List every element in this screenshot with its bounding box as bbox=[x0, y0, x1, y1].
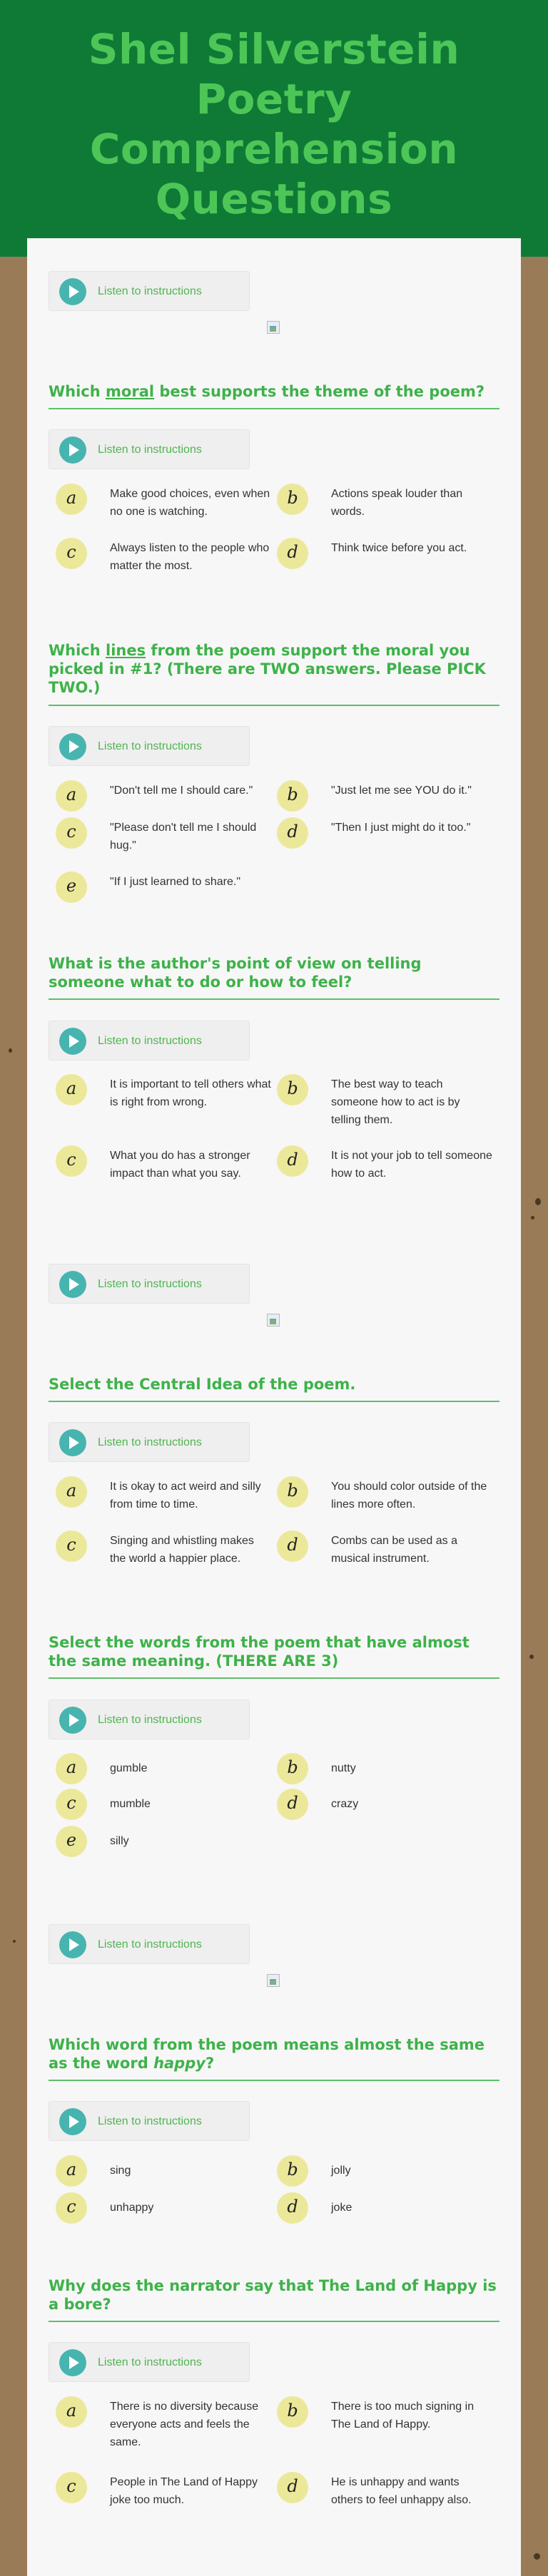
option-text: The best way to teach someone how to act is by telling them. bbox=[331, 1078, 460, 1126]
option-text: It is not your job to tell someone how to act. bbox=[331, 1150, 492, 1180]
question-divider bbox=[49, 998, 499, 1000]
question-divider bbox=[49, 408, 499, 409]
listen-button[interactable] bbox=[49, 2101, 250, 2141]
play-icon[interactable] bbox=[59, 2108, 86, 2135]
background-speck bbox=[9, 1048, 12, 1053]
option-letter-badge: a bbox=[56, 1074, 87, 1105]
option-text: There is no diversity because everyone acts and feels the same. bbox=[110, 2401, 259, 2448]
option-letter-badge: b bbox=[277, 1074, 308, 1105]
broken-image-icon bbox=[267, 321, 280, 334]
option-text: "Please don't tell me I should hug." bbox=[110, 822, 257, 852]
option-text: "If I just learned to share." bbox=[110, 876, 241, 888]
option-text: It is okay to act weird and silly from time to time. bbox=[110, 1481, 261, 1511]
play-icon[interactable] bbox=[59, 436, 86, 464]
background-speck bbox=[534, 2553, 540, 2560]
background-speck bbox=[535, 1198, 541, 1205]
option-text: jolly bbox=[331, 2164, 351, 2177]
option-text: silly bbox=[110, 1835, 129, 1847]
option-letter-badge: e bbox=[56, 872, 87, 903]
listen-label: Listen to instructions bbox=[98, 1436, 202, 1448]
play-icon[interactable] bbox=[59, 1429, 86, 1456]
question-divider bbox=[49, 1401, 499, 1402]
option-letter-badge: d bbox=[277, 817, 308, 849]
question-2-title: Which lines from the poem support the moral you picked in #1? (There are TWO answers. Please PICK TWO.) bbox=[49, 642, 486, 696]
option-text: "Then I just might do it too." bbox=[331, 822, 471, 834]
listen-label: Listen to instructions bbox=[98, 2115, 202, 2127]
option-letter-badge: c bbox=[56, 1789, 87, 1820]
option-letter-badge: b bbox=[277, 2155, 308, 2187]
listen-label: Listen to instructions bbox=[98, 444, 202, 456]
option-text: mumble bbox=[110, 1798, 151, 1810]
background-speck bbox=[529, 1655, 534, 1659]
listen-button[interactable] bbox=[49, 271, 250, 311]
listen-label: Listen to instructions bbox=[98, 1714, 202, 1726]
option-text: unhappy bbox=[110, 2202, 154, 2214]
option-letter-badge: c bbox=[56, 1145, 87, 1177]
play-icon[interactable] bbox=[59, 278, 86, 305]
listen-button[interactable] bbox=[49, 1264, 250, 1304]
option-text: gumble bbox=[110, 1762, 148, 1774]
option-letter-badge: b bbox=[277, 484, 308, 515]
option-text: Make good choices, even when no one is watching. bbox=[110, 488, 270, 518]
background-speck bbox=[13, 1940, 16, 1943]
option-letter-badge: d bbox=[277, 538, 308, 569]
option-letter-badge: e bbox=[56, 1826, 87, 1857]
question-divider bbox=[49, 2321, 499, 2322]
listen-button[interactable] bbox=[49, 2342, 250, 2382]
option-text: sing bbox=[110, 2164, 131, 2177]
option-text: "Don't tell me I should care." bbox=[110, 784, 253, 797]
question-4-title: Select the Central Idea of the poem. bbox=[49, 1376, 356, 1393]
option-text: It is important to tell others what is right from wrong. bbox=[110, 1078, 271, 1108]
header-banner bbox=[0, 0, 548, 257]
option-letter-badge: b bbox=[277, 1753, 308, 1784]
option-text: joke bbox=[331, 2202, 352, 2214]
option-letter-badge: a bbox=[56, 1753, 87, 1784]
question-3-title: What is the author's point of view on telling someone what to do or how to feel? bbox=[49, 955, 422, 991]
listen-button[interactable] bbox=[49, 1924, 250, 1964]
question-divider bbox=[49, 1677, 499, 1679]
play-icon[interactable] bbox=[59, 733, 86, 760]
listen-label: Listen to instructions bbox=[98, 2356, 202, 2368]
question-1-title: Which moral best supports the theme of the poem? bbox=[49, 383, 485, 400]
question-divider bbox=[49, 2080, 499, 2081]
option-letter-badge: b bbox=[277, 2396, 308, 2428]
option-letter-badge: d bbox=[277, 1145, 308, 1177]
option-letter-badge: b bbox=[277, 1476, 308, 1508]
listen-label: Listen to instructions bbox=[98, 1035, 202, 1047]
listen-button[interactable] bbox=[49, 1422, 250, 1462]
option-text: nutty bbox=[331, 1762, 356, 1774]
option-text: Combs can be used as a musical instrument. bbox=[331, 1535, 457, 1565]
question-divider bbox=[49, 705, 499, 706]
listen-button[interactable] bbox=[49, 1700, 250, 1739]
content-card bbox=[27, 238, 521, 2576]
play-icon[interactable] bbox=[59, 2349, 86, 2376]
option-text: What you do has a stronger impact than what you say. bbox=[110, 1150, 250, 1180]
listen-button[interactable] bbox=[49, 726, 250, 766]
option-text: Always listen to the people who matter the most. bbox=[110, 542, 270, 572]
option-text: People in The Land of Happy joke too much. bbox=[110, 2476, 258, 2506]
broken-image-icon bbox=[267, 1974, 280, 1987]
play-icon[interactable] bbox=[59, 1707, 86, 1734]
option-letter-badge: a bbox=[56, 2155, 87, 2187]
option-letter-badge: d bbox=[277, 2192, 308, 2224]
option-letter-badge: d bbox=[277, 2472, 308, 2503]
background-speck bbox=[531, 1216, 534, 1220]
option-letter-badge: b bbox=[277, 780, 308, 812]
listen-label: Listen to instructions bbox=[98, 740, 202, 752]
option-letter-badge: c bbox=[56, 2472, 87, 2503]
option-text: "Just let me see YOU do it." bbox=[331, 784, 472, 797]
listen-button[interactable] bbox=[49, 1021, 250, 1060]
option-text: He is unhappy and wants others to feel unhappy also. bbox=[331, 2476, 472, 2506]
option-text: Actions speak louder than words. bbox=[331, 488, 463, 518]
listen-button[interactable] bbox=[49, 429, 250, 469]
listen-label: Listen to instructions bbox=[98, 1938, 202, 1951]
play-icon[interactable] bbox=[59, 1028, 86, 1055]
question-7-title: Why does the narrator say that The Land of Happy is a bore? bbox=[49, 2277, 497, 2313]
question-6-title: Which word from the poem means almost the same as the word happy? bbox=[49, 2036, 485, 2072]
option-letter-badge: c bbox=[56, 817, 87, 849]
play-icon[interactable] bbox=[59, 1271, 86, 1298]
option-letter-badge: a bbox=[56, 2396, 87, 2428]
option-text: Think twice before you act. bbox=[331, 542, 467, 554]
option-letter-badge: c bbox=[56, 538, 87, 569]
option-text: crazy bbox=[331, 1798, 359, 1810]
play-icon[interactable] bbox=[59, 1931, 86, 1958]
option-text: You should color outside of the lines more often. bbox=[331, 1481, 487, 1511]
listen-label: Listen to instructions bbox=[98, 285, 202, 297]
option-letter-badge: a bbox=[56, 780, 87, 812]
option-letter-badge: a bbox=[56, 484, 87, 515]
option-text: There is too much signing in The Land of Happy. bbox=[331, 2401, 475, 2431]
page-title: Shel Silverstein Poetry Comprehension Questions bbox=[88, 25, 460, 223]
option-letter-badge: c bbox=[56, 2192, 87, 2224]
question-5-title: Select the words from the poem that have almost the same meaning. (THERE ARE 3) bbox=[49, 1634, 470, 1670]
listen-label: Listen to instructions bbox=[98, 1278, 202, 1290]
option-text: Singing and whistling makes the world a happier place. bbox=[110, 1535, 254, 1565]
option-letter-badge: d bbox=[277, 1530, 308, 1562]
broken-image-icon bbox=[267, 1314, 280, 1327]
option-letter-badge: a bbox=[56, 1476, 87, 1508]
option-letter-badge: d bbox=[277, 1789, 308, 1820]
option-letter-badge: c bbox=[56, 1530, 87, 1562]
